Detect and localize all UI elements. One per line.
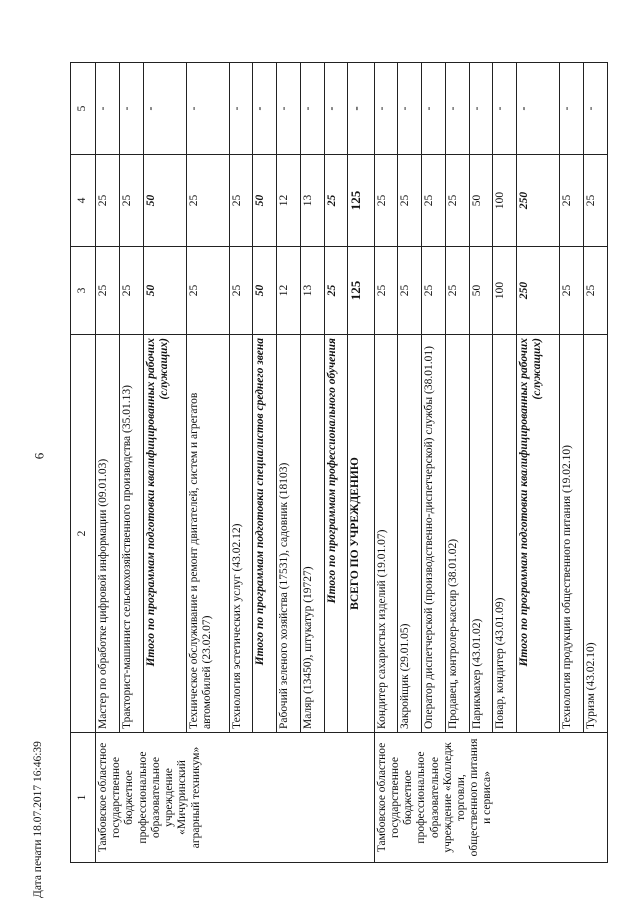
value-col5: -	[143, 63, 186, 155]
program-name: Оператор диспетчерской (производственно-диспетчерской) службы (38.01.01)	[422, 335, 446, 733]
value-col4: 25	[119, 155, 143, 247]
value-col3: 25	[186, 247, 229, 335]
institution-name: Тамбовское областное государственное бюджетное профессиональное образовательное учреждение «Мичуринский аграрный техникум»	[96, 733, 375, 863]
value-col4: 25	[324, 155, 348, 247]
program-name: Продавец, контролер-кассир (38.01.02)	[445, 335, 469, 733]
value-col4: 100	[493, 155, 517, 247]
value-col4: 25	[374, 155, 398, 247]
value-col5: -	[422, 63, 446, 155]
value-col3: 25	[119, 247, 143, 335]
value-col5: -	[119, 63, 143, 155]
program-name: Закройщик (29.01.05)	[398, 335, 422, 733]
value-col3: 25	[96, 247, 120, 335]
col-header-3: 3	[71, 247, 96, 335]
value-col3: 50	[469, 247, 493, 335]
value-col5: -	[469, 63, 493, 155]
value-col5: -	[96, 63, 120, 155]
value-col5: -	[253, 63, 277, 155]
value-col4: 25	[398, 155, 422, 247]
rotated-table-container	[70, 63, 608, 863]
page-number: 6	[31, 452, 47, 460]
value-col5: -	[348, 63, 374, 155]
value-col5: -	[324, 63, 348, 155]
value-col5: -	[300, 63, 324, 155]
value-col4: 25	[584, 155, 608, 247]
value-col5: -	[493, 63, 517, 155]
value-col4: 13	[300, 155, 324, 247]
value-col5: -	[398, 63, 422, 155]
value-col4: 50	[469, 155, 493, 247]
value-col5: -	[229, 63, 253, 155]
value-col4: 250	[517, 155, 560, 247]
value-col5: -	[584, 63, 608, 155]
value-col3: 25	[229, 247, 253, 335]
value-col4: 25	[560, 155, 584, 247]
value-col3: 12	[277, 247, 301, 335]
value-col3: 25	[584, 247, 608, 335]
col-header-2: 2	[71, 335, 96, 733]
value-col4: 25	[422, 155, 446, 247]
value-col5: -	[374, 63, 398, 155]
program-name: Технология эстетических услуг (43.02.12)	[229, 335, 253, 733]
value-col3: 13	[300, 247, 324, 335]
value-col4: 25	[229, 155, 253, 247]
value-col4: 125	[348, 155, 374, 247]
value-col4: 25	[96, 155, 120, 247]
program-name: Тракторист-машинист сельскохозяйственного производства (35.01.13)	[119, 335, 143, 733]
program-name: Парикмахер (43.01.02)	[469, 335, 493, 733]
col-header-5: 5	[71, 63, 96, 155]
value-col5: -	[277, 63, 301, 155]
value-col3: 25	[374, 247, 398, 335]
value-col4: 50	[143, 155, 186, 247]
header-row	[71, 63, 96, 863]
value-col3: 25	[445, 247, 469, 335]
table-row	[374, 63, 398, 863]
program-name: Рабочий зеленого хозяйства (17531), садовник (18103)	[277, 335, 301, 733]
value-col3: 50	[253, 247, 277, 335]
value-col4: 25	[186, 155, 229, 247]
col-header-4: 4	[71, 155, 96, 247]
col-header-1: 1	[71, 733, 96, 863]
subtotal-label: Итого по программам подготовки специалистов среднего звена	[253, 335, 277, 733]
value-col3: 25	[398, 247, 422, 335]
subtotal-label: Итого по программам подготовки квалифицированных рабочих (служащих)	[143, 335, 186, 733]
value-col3: 125	[348, 247, 374, 335]
program-name: Туризм (43.02.10)	[584, 335, 608, 733]
program-name: Технология продукции общественного питания (19.02.10)	[560, 335, 584, 733]
table-row	[96, 63, 120, 863]
institution-name: Тамбовское областное государственное бюджетное профессиональное образовательное учреждение «Колледж торговли, общественного питания и сервиса»	[374, 733, 607, 863]
value-col3: 250	[517, 247, 560, 335]
value-col3: 25	[560, 247, 584, 335]
print-date: Дата печати 18.07.2017 16:46:39	[32, 741, 44, 898]
value-col3: 25	[324, 247, 348, 335]
subtotal-label: Итого по программам подготовки квалифицированных рабочих (служащих)	[517, 335, 560, 733]
value-col5: -	[517, 63, 560, 155]
value-col5: -	[560, 63, 584, 155]
value-col4: 12	[277, 155, 301, 247]
subtotal-label: Итого по программам профессионального обучения	[324, 335, 348, 733]
program-name: Техническое обслуживание и ремонт двигателей, систем и агрегатов автомобилей (23.02.07)	[186, 335, 229, 733]
value-col3: 25	[422, 247, 446, 335]
value-col3: 50	[143, 247, 186, 335]
program-name: Повар, кондитер (43.01.09)	[493, 335, 517, 733]
data-table	[70, 62, 608, 863]
program-name: Маляр (13450), штукатур (19727)	[300, 335, 324, 733]
value-col5: -	[186, 63, 229, 155]
value-col4: 50	[253, 155, 277, 247]
value-col5: -	[445, 63, 469, 155]
program-name: Мастер по обработке цифровой информации (09.01.03)	[96, 335, 120, 733]
value-col3: 100	[493, 247, 517, 335]
program-name: Кондитер сахаристых изделий (19.01.07)	[374, 335, 398, 733]
grand-total-label: ВСЕГО ПО УЧРЕЖДЕНИЮ	[348, 335, 374, 733]
value-col4: 25	[445, 155, 469, 247]
